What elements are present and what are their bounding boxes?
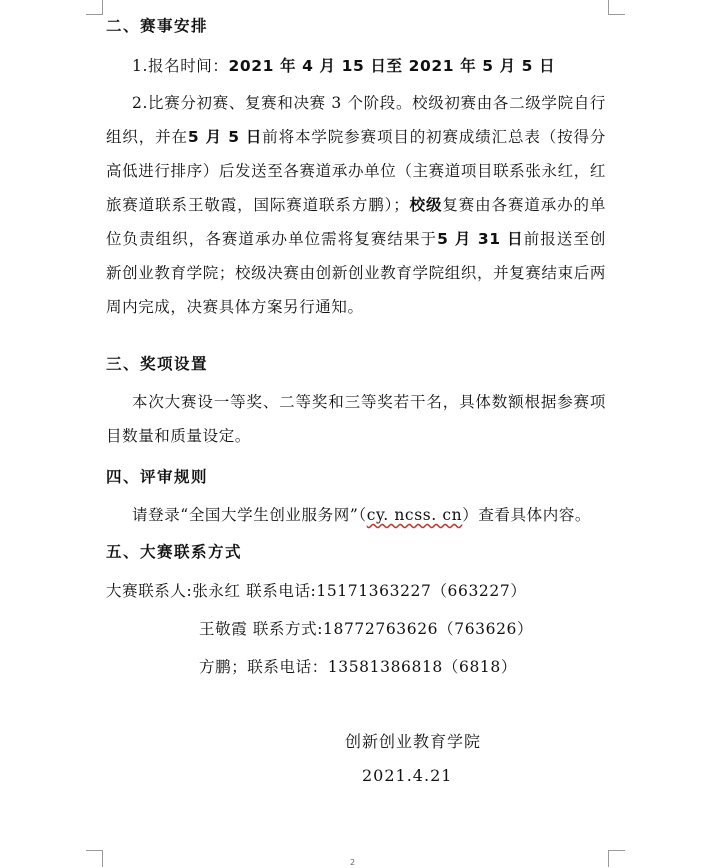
crop-mark-bottom-right — [608, 850, 625, 867]
deadline-may31: 5 月 31 日 — [437, 230, 524, 248]
registration-label: 1.报名时间： — [132, 57, 229, 75]
crop-mark-top-right — [608, 0, 625, 15]
section-heading-schedule: 二、赛事安排 — [106, 17, 209, 35]
stages-text-d: 复赛由各赛道承办的单位负责组织，各赛道承办单位需将复赛结果于 — [106, 196, 606, 248]
page-number: 2 — [350, 858, 356, 867]
contact-line-fang: 方鹏；联系电话：13581386818（6818） — [199, 658, 517, 676]
competition-stages-paragraph — [106, 86, 606, 324]
registration-time-paragraph — [106, 49, 606, 83]
section-heading-contacts: 五、大赛联系方式 — [106, 543, 243, 561]
awards-paragraph: 本次大赛设一等奖、二等奖和三等奖若干名，具体数额根据参赛项目数量和质量设定。 — [106, 393, 606, 445]
signature-date: 2021.4.21 — [362, 766, 453, 785]
contact-line-wang: 王敬霞 联系方式:18772763626（763626） — [199, 620, 534, 638]
review-text-a: 请登录“全国大学生创业服务网”（ — [132, 506, 367, 524]
stages-text-e: 前报送至创新创业教育学院；校级决赛由创新创业教育学院组织，并复赛结束后两周内完成，决赛具体方案另行通知。 — [106, 230, 606, 316]
deadline-may5: 5 月 5 日 — [187, 128, 263, 146]
stages-text-c: 前将本学院参赛项目的初赛成绩汇总表（按得分高低进行排序）后发送至各赛道承办单位（主赛道项目联系张永红，红旅赛道联系王敬霞，国际赛道联系方鹏）； — [106, 128, 606, 214]
contact-line-zhang: 大赛联系人:张永红 联系电话:15171363227（663227） — [106, 582, 527, 600]
crop-mark-bottom-left — [86, 850, 103, 867]
crop-mark-top-left — [86, 0, 103, 15]
section-heading-review-rules: 四、评审规则 — [106, 468, 209, 486]
section-heading-awards: 三、奖项设置 — [106, 355, 209, 373]
website-link[interactable]: cy. ncss. cn — [366, 506, 463, 524]
stages-text-a: 2.比赛分初赛、复赛和决赛 3 个阶段。校级初赛由各二级学院自行组织，并在 — [106, 94, 606, 146]
registration-dates: 2021 年 4 月 15 日至 2021 年 5 月 5 日 — [228, 57, 556, 75]
signature-organization: 创新创业教育学院 — [345, 732, 482, 751]
school-level-label: 校级 — [409, 196, 443, 214]
review-text-b: ）查看具体内容。 — [462, 506, 592, 524]
review-rules-paragraph — [106, 498, 606, 532]
